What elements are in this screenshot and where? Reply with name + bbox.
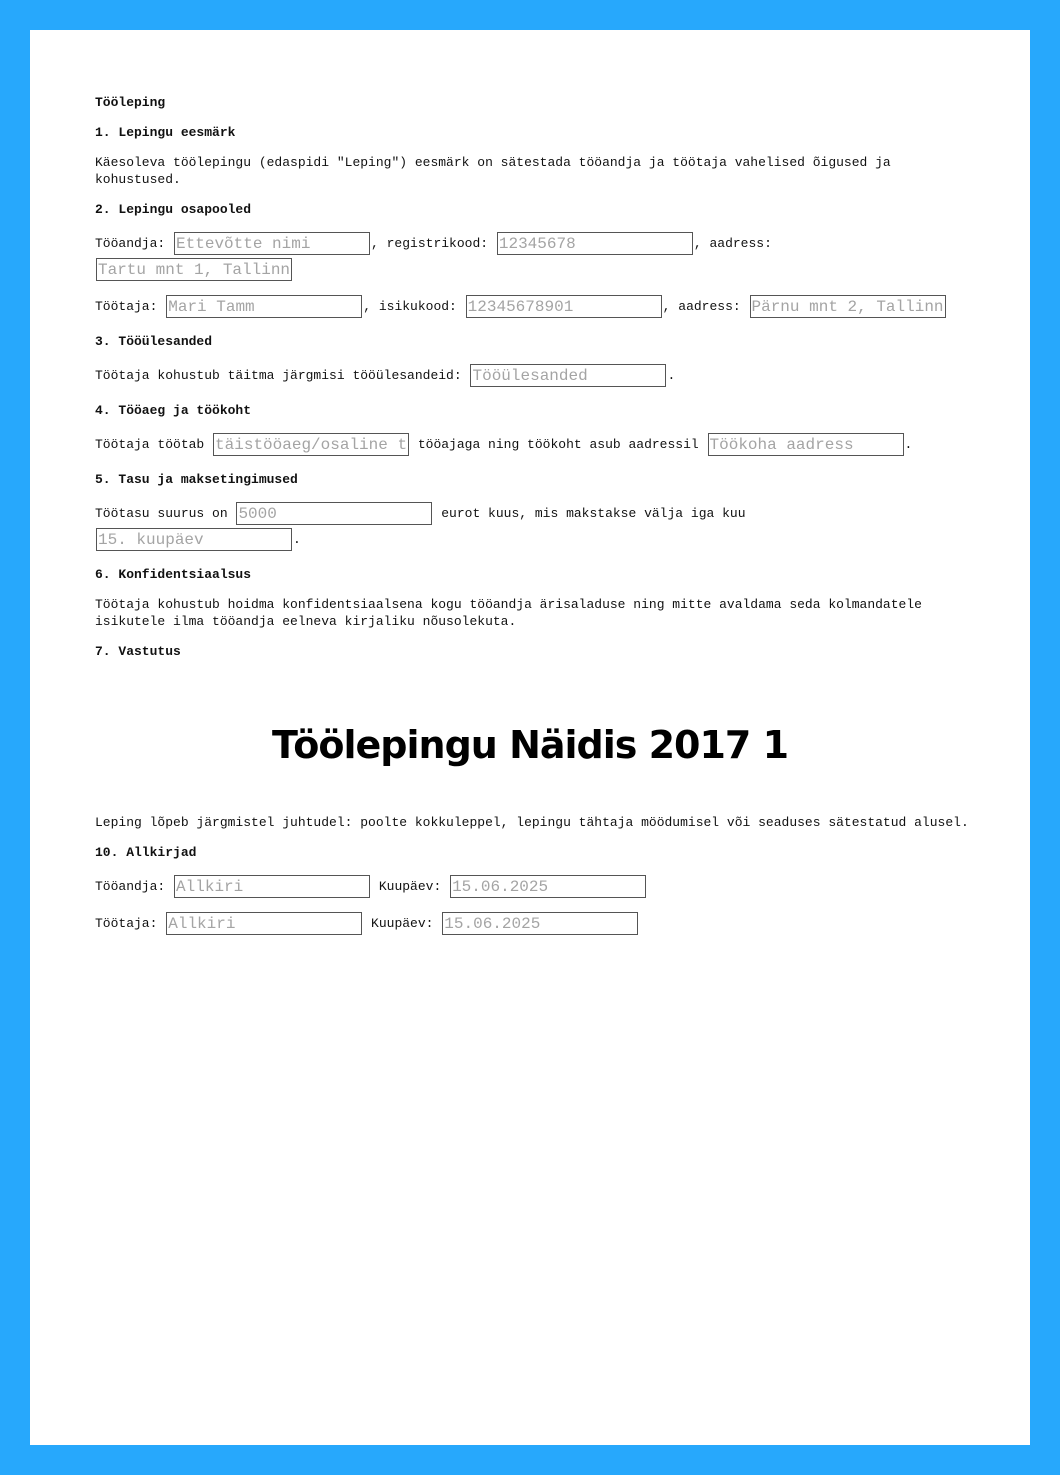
duties-period: . — [667, 368, 676, 383]
salary-period: . — [293, 532, 301, 547]
banner-title: Töölepingu Näidis 2017 1 — [271, 723, 789, 767]
registry-code-field[interactable] — [497, 232, 693, 255]
employer-date-field[interactable] — [450, 875, 646, 898]
employer-label: Tööandja: — [95, 236, 166, 251]
termination-text: Leping lõpeb järgmistel juhtudel: poolte kokkuleppel, lepingu tähtaja möödumisel või seaduses sätestatud alusel. — [95, 815, 969, 830]
contract-body-continued — [95, 814, 975, 950]
id-code-label: , isikukood: — [363, 299, 457, 314]
section-2-heading: 2. Lepingu osapooled — [95, 202, 252, 217]
section-1-heading: 1. Lepingu eesmärk — [95, 125, 236, 140]
employee-date-field[interactable] — [442, 912, 638, 935]
employee-date-label: Kuupäev: — [371, 916, 434, 931]
employee-sign-label: Töötaja: — [95, 916, 158, 931]
employee-name-field[interactable] — [166, 295, 362, 318]
employee-row — [95, 294, 975, 320]
duties-field[interactable] — [470, 364, 666, 387]
worktime-text-b: tööajaga ning töökoht asub aadressil — [417, 437, 699, 452]
section-3-heading: 3. Tööülesanded — [95, 334, 213, 349]
payday-field[interactable] — [96, 528, 292, 551]
contract-body — [95, 94, 975, 673]
worktime-field[interactable] — [213, 433, 409, 456]
salary-row — [95, 501, 975, 553]
section-1-text: Käesoleva töölepingu (edaspidi "Leping") eesmärk on sätestada tööandja ja töötaja vahelised õigused ja kohustused. — [95, 155, 891, 187]
section-6-text: Töötaja kohustub hoidma konfidentsiaalsena kogu tööandja ärisaladuse ning mitte avaldama seda kolmandatele isikutele ilma tööandja eelneva kirjaliku nõusolekuta. — [95, 597, 922, 629]
section-4-heading: 4. Tööaeg ja töökoht — [95, 403, 252, 418]
worktime-period: . — [904, 437, 913, 452]
employer-signature-field[interactable] — [174, 875, 370, 898]
employee-address-label: , aadress: — [662, 299, 741, 314]
salary-text-a: Töötasu suurus on — [95, 506, 228, 521]
section-7-heading: 7. Vastutus — [95, 644, 181, 659]
worktime-text-a: Töötaja töötab — [95, 437, 205, 452]
workplace-address-field[interactable] — [708, 433, 904, 456]
employer-signature-row — [95, 874, 975, 900]
duties-row — [95, 363, 975, 389]
employer-sign-label: Tööandja: — [95, 879, 166, 894]
employer-date-label: Kuupäev: — [378, 879, 442, 894]
employee-label: Töötaja: — [95, 299, 158, 314]
employer-address-label: , aadress: — [693, 236, 772, 251]
registry-code-label: , registrikood: — [371, 236, 489, 251]
employee-signature-field[interactable] — [166, 912, 362, 935]
employee-address-field[interactable] — [750, 295, 946, 318]
worktime-row — [95, 432, 975, 458]
salary-field[interactable] — [236, 502, 432, 525]
duties-text: Töötaja kohustub täitma järgmisi tööülesandeid: — [95, 368, 462, 383]
document-title: Tööleping — [95, 95, 166, 110]
id-code-field[interactable] — [466, 295, 662, 318]
salary-text-b: eurot kuus, mis makstakse välja iga kuu — [441, 506, 746, 521]
document-sheet — [30, 30, 1030, 1445]
watermark-banner — [30, 660, 1030, 815]
employer-row — [95, 231, 975, 283]
section-6-heading: 6. Konfidentsiaalsus — [95, 567, 252, 582]
section-5-heading: 5. Tasu ja maksetingimused — [95, 472, 298, 487]
employee-signature-row — [95, 911, 975, 937]
section-10-heading: 10. Allkirjad — [95, 845, 197, 860]
employer-name-field[interactable] — [174, 232, 370, 255]
employer-address-field[interactable] — [96, 258, 292, 281]
